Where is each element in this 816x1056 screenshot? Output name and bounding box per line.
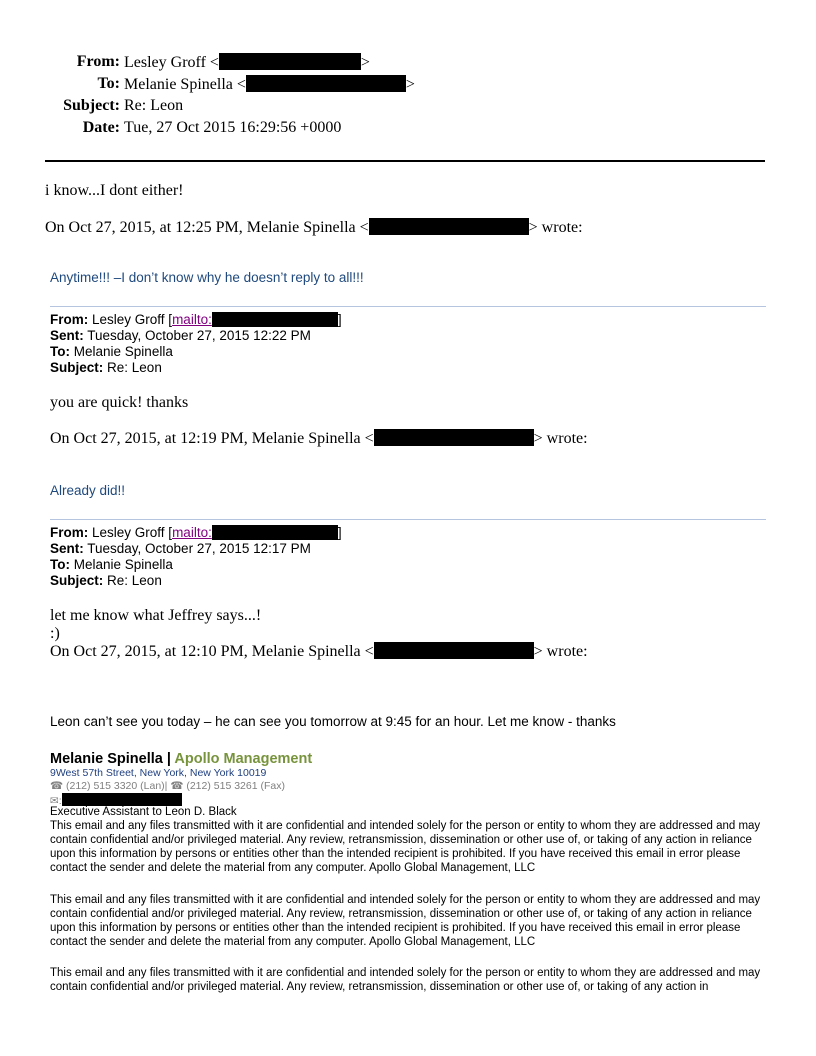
- signature-email: [50, 793, 182, 807]
- close-angle: >: [360, 54, 370, 71]
- message-body: you are quick! thanks: [50, 394, 189, 411]
- to-name: Melanie Spinella <: [124, 76, 246, 93]
- forward-from: From: Lesley Groff [mailto: ]: [50, 525, 342, 540]
- subject-value: Re: Leon: [124, 97, 184, 114]
- signature-phones: ☎ (212) 515 3320 (Lan)| ☎ (212) 515 3261 (Fax): [50, 780, 285, 792]
- original-body: Leon can’t see you today – he can see you tomorrow at 9:45 for an hour. Let me know - thanks: [50, 714, 616, 729]
- redaction-block: [212, 312, 338, 327]
- disclaimer-text: This email and any files transmitted with it are confidential and intended solely for the person or entity to whom they are addressed and may contain confidential and/or privileged material. Any review, retransmission, dissemination or other use of, or taking of any action in reliance upon this information by persons or entities other than the intended recipient is prohibited. If you have received this email in error please contact the sender and delete the material from any computer. Apollo Global Management, LLC: [50, 894, 761, 948]
- forward-to: To: Melanie Spinella: [50, 344, 173, 359]
- redaction-block: [246, 75, 406, 92]
- quote-intro: [50, 429, 588, 448]
- from-name: Lesley Groff <: [124, 54, 219, 71]
- quote-suffix: > wrote:: [533, 643, 588, 660]
- mailto-link[interactable]: mailto:: [172, 525, 212, 540]
- quote-intro-text: On Oct 27, 2015, at 12:10 PM, Melanie Spinella <: [50, 643, 374, 660]
- mailto-link[interactable]: mailto:: [172, 312, 212, 327]
- quote-intro: [45, 218, 583, 237]
- signature-role: Executive Assistant to Leon D. Black: [50, 806, 237, 818]
- date-value: Tue, 27 Oct 2015 16:29:56 +0000: [124, 119, 342, 136]
- phone-icon: ☎: [170, 780, 184, 792]
- forward-sent: Sent: Tuesday, October 27, 2015 12:17 PM: [50, 541, 311, 556]
- subject-label: Subject:: [63, 97, 120, 114]
- signature-address: 9West 57th Street, New York, New York 10019: [50, 767, 267, 779]
- message-body: let me know what Jeffrey says...!: [50, 607, 262, 624]
- forward-divider: [50, 306, 766, 307]
- date-label: Date:: [82, 119, 120, 136]
- disclaimer-text: This email and any files transmitted with it are confidential and intended solely for the person or entity to whom they are addressed and may contain confidential and/or privileged material. Any review, retransmission, dissemination or other use of, or taking of any action in reliance upon this information by persons or entities other than the intended recipient is prohibited. If you have received this email in error please contact the sender and delete the material from any computer. Apollo Global Management, LLC: [50, 820, 761, 874]
- message-body: i know...I dont either!: [45, 182, 184, 199]
- close-angle: >: [405, 76, 415, 93]
- quote-intro-text: On Oct 27, 2015, at 12:25 PM, Melanie Spinella <: [45, 219, 369, 236]
- quote-suffix: > wrote:: [528, 219, 583, 236]
- signature-company: Apollo Management: [174, 751, 313, 767]
- signature-name-line: Melanie Spinella | Apollo Management: [50, 751, 313, 767]
- redaction-block: [369, 218, 529, 235]
- reply-body: Anytime!!! –I don’t know why he doesn’t reply to all!!!: [50, 270, 364, 285]
- quote-intro: [50, 642, 588, 661]
- to-value: [124, 75, 415, 94]
- reply-body: Already did!!: [50, 483, 126, 498]
- from-label: From:: [76, 53, 120, 70]
- redaction-block: [374, 642, 534, 659]
- redaction-block: [374, 429, 534, 446]
- quote-suffix: > wrote:: [533, 430, 588, 447]
- to-label: To:: [97, 75, 120, 92]
- disclaimer-text: This email and any files transmitted with it are confidential and intended solely for the person or entity to whom they are addressed and may contain confidential and/or privileged material. Any review, retransmission, dissemination or other use of, or taking of any action in: [50, 967, 761, 993]
- forward-sent: Sent: Tuesday, October 27, 2015 12:22 PM: [50, 328, 311, 343]
- envelope-icon: ✉:: [50, 795, 62, 807]
- forward-header: [50, 312, 342, 376]
- redaction-block: [212, 525, 338, 540]
- phone-icon: ☎: [50, 780, 64, 792]
- forward-from: From: Lesley Groff [mailto: ]: [50, 312, 342, 327]
- forward-to: To: Melanie Spinella: [50, 557, 173, 572]
- forward-header: [50, 525, 342, 589]
- redaction-block: [219, 53, 361, 70]
- forward-divider: [50, 519, 766, 520]
- signature-name: Melanie Spinella: [50, 751, 163, 767]
- redaction-block: [62, 793, 182, 806]
- from-value: [124, 53, 370, 72]
- quote-intro-text: On Oct 27, 2015, at 12:19 PM, Melanie Spinella <: [50, 430, 374, 447]
- forward-subject: Subject: Re: Leon: [50, 360, 162, 375]
- message-body: :): [50, 625, 60, 642]
- header-divider: [45, 160, 765, 162]
- forward-subject: Subject: Re: Leon: [50, 573, 162, 588]
